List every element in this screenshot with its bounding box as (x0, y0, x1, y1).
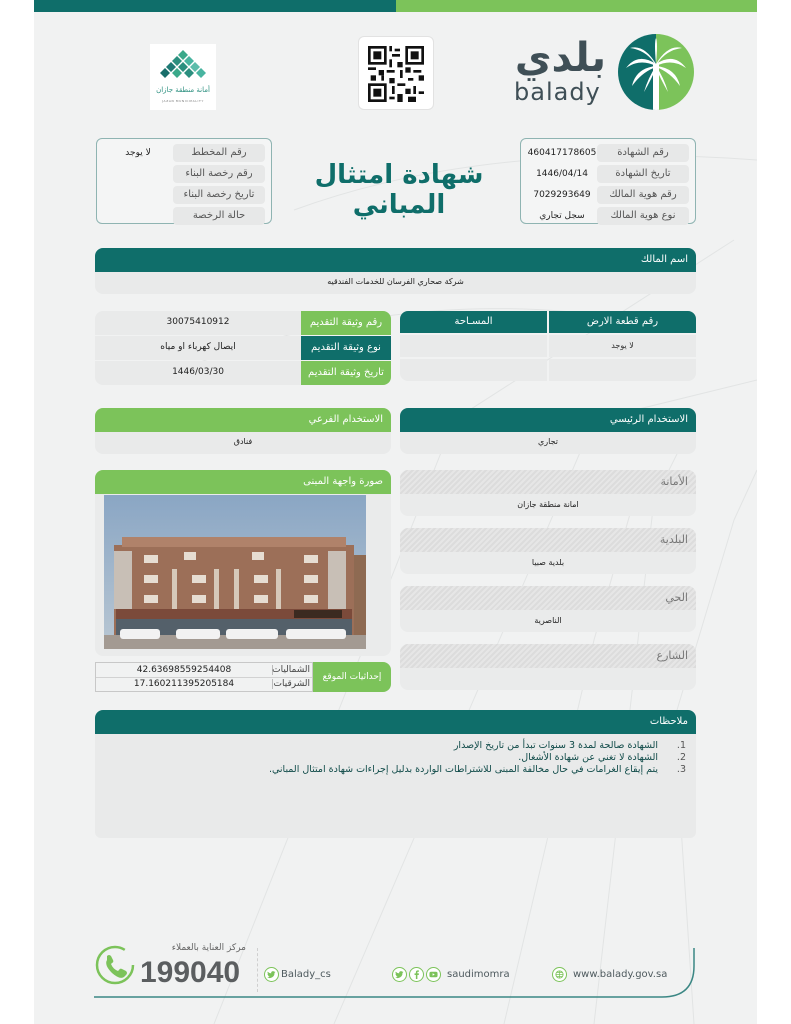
balady-logo-english: balady (514, 78, 601, 106)
owner-value: شركة صحاري الفرسان للخدمات الفندقيه (95, 272, 696, 294)
amanah-label: الأمانة (400, 470, 696, 494)
palm-tree-icon (618, 34, 694, 110)
plot-number-header: رقم قطعة الارض (549, 311, 696, 333)
certificate-title: شهادة امتثال المباني (314, 160, 484, 220)
coordinate-row-east (96, 678, 312, 692)
coordinate-value: 42.63698559254408 (136, 664, 232, 675)
sub-use-panel (95, 408, 391, 454)
info-row-certificate-date (527, 164, 689, 184)
qr-code-icon (368, 46, 424, 102)
main-use-label: الاستخدام الرئيسي (400, 408, 696, 432)
owner-label: اسم المالك (95, 248, 696, 272)
info-row-owner-id (527, 185, 689, 205)
district-value: الناصرية (400, 610, 696, 632)
info-row-permit-status (103, 206, 265, 226)
district-label: الحي (400, 586, 696, 610)
submission-date-value: 1446/03/30 (95, 361, 301, 385)
jazan-logo-english-text: JAZAN MUNICIPALITY (162, 99, 204, 103)
notes-label: ملاحظات (95, 710, 696, 734)
submission-type-label: نوع وثيقة التقديم (301, 336, 391, 360)
footer (94, 940, 696, 1000)
submission-row-number (95, 311, 391, 335)
phone-icon (95, 945, 135, 985)
area-cell (400, 359, 547, 381)
coordinates-label: إحداثيات الموقع (313, 662, 391, 692)
info-label: رقم رخصة البناء (173, 165, 265, 183)
submission-date-label: تاريخ وثيقة التقديم (301, 361, 391, 385)
amanah-value: امانة منطقة جازان (400, 494, 696, 516)
submission-row-date (95, 361, 391, 385)
jazan-logo-arabic-text: أمانة منطقة جازان (156, 86, 210, 94)
permit-info-box (96, 138, 272, 224)
facade-label: صورة واجهة المبنى (95, 470, 391, 494)
municipality-value: بلدية صبيا (400, 552, 696, 574)
twitter-icon[interactable] (392, 967, 407, 982)
certificate-page (34, 0, 757, 1024)
social-links[interactable] (392, 967, 510, 982)
main-use-value: تجاري (400, 432, 696, 454)
twitter-icon (264, 967, 279, 982)
sub-use-label: الاستخدام الفرعي (95, 408, 391, 432)
info-row-plan-number (103, 143, 265, 163)
submission-row-type (95, 336, 391, 360)
street-label: الشارع (400, 644, 696, 668)
info-label: رقم هوية المالك (597, 186, 689, 204)
info-label: نوع هوية المالك (597, 207, 689, 225)
coordinates-panel (95, 662, 391, 692)
customer-care-number[interactable]: 199040 (140, 956, 241, 989)
coordinate-key: الشرقيات (273, 679, 310, 690)
coordinate-row-north (96, 663, 312, 678)
info-value: لا يوجد (125, 148, 151, 158)
submission-number-value: 30075410912 (95, 311, 301, 335)
note-text: يتم إيقاع الغرامات في حال مخالفة المبنى للاشتراطات الواردة بدليل إجراءات شهادة امتثال المباني. (268, 764, 658, 775)
street-panel (400, 644, 696, 690)
top-color-bar (34, 0, 757, 12)
info-row-permit-date (103, 185, 265, 205)
info-label: تاريخ رخصة البناء (173, 186, 265, 204)
area-cell (400, 335, 547, 357)
note-item (105, 740, 686, 752)
balady-logo-arabic: بلدي (514, 35, 606, 81)
youtube-icon[interactable] (426, 967, 441, 982)
info-label: حالة الرخصة (173, 207, 265, 225)
notes-body (95, 734, 696, 838)
coordinates-rows (95, 662, 313, 692)
jazan-municipality-logo (150, 44, 216, 110)
info-row-owner-id-type (527, 206, 689, 226)
building-facade-photo (104, 495, 366, 649)
plot-number-cell (549, 359, 696, 381)
submission-panel (95, 311, 391, 386)
certificate-info-box (520, 138, 696, 224)
plot-table (400, 311, 696, 381)
submission-number-label: رقم وثيقة التقديم (301, 311, 391, 335)
info-row-certificate-number (527, 143, 689, 163)
twitter-cs-link[interactable] (264, 967, 331, 982)
website-link[interactable] (552, 967, 667, 982)
balady-logo (514, 34, 699, 110)
note-number: 3. (676, 764, 686, 775)
customer-care-title: مركز العناية بالعملاء (171, 943, 246, 953)
note-text: الشهادة صالحة لمدة 3 سنوات تبدأ من تاريخ الإصدار (453, 740, 658, 751)
info-label: رقم المخطط (173, 144, 265, 162)
area-header: المسـاحة (400, 311, 547, 333)
info-value: 1446/04/14 (536, 169, 588, 179)
sub-use-value: فنادق (95, 432, 391, 454)
owner-panel (95, 248, 696, 294)
note-number: 1. (676, 740, 686, 751)
info-value: 460417178605 (527, 148, 597, 158)
amanah-panel (400, 470, 696, 516)
info-value: 7029293649 (533, 190, 591, 200)
coordinate-key: الشماليات (272, 664, 310, 675)
municipality-label: البلدية (400, 528, 696, 552)
municipality-panel (400, 528, 696, 574)
facebook-icon[interactable] (409, 967, 424, 982)
note-item (105, 752, 686, 764)
info-label: رقم الشهادة (597, 144, 689, 162)
info-label: تاريخ الشهادة (597, 165, 689, 183)
twitter-cs-handle: Balady_cs (281, 969, 331, 980)
website-url: www.balady.gov.sa (573, 969, 668, 980)
notes-panel (95, 710, 696, 838)
top-bar-green (396, 0, 757, 12)
main-use-panel (400, 408, 696, 454)
info-value: سجل تجاري (539, 211, 585, 221)
submission-type-value: ايصال كهرباء او مياه (95, 336, 301, 360)
street-value (400, 668, 696, 690)
qr-code (358, 36, 434, 110)
plot-number-cell: لا يوجد (549, 335, 696, 357)
top-bar-teal (34, 0, 396, 12)
footer-divider (257, 948, 258, 992)
globe-icon (552, 967, 567, 982)
coordinate-value: 17.160211395205184 (133, 679, 235, 690)
note-number: 2. (676, 752, 686, 763)
social-handle: saudimomra (447, 969, 510, 980)
note-text: الشهادة لا تغني عن شهادة الأشغال. (518, 752, 658, 763)
info-row-permit-number (103, 164, 265, 184)
district-panel (400, 586, 696, 632)
note-item (105, 764, 686, 776)
